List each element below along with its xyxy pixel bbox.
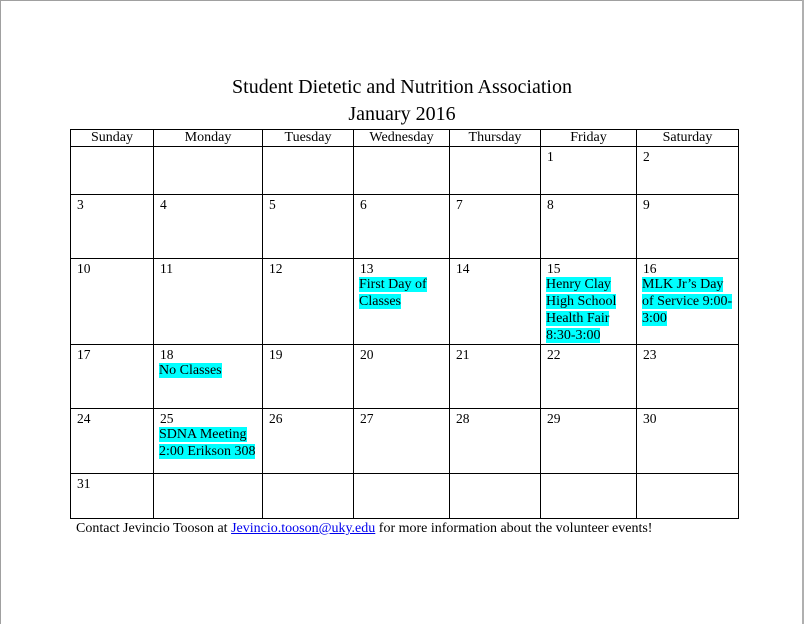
page-edge-top xyxy=(0,0,804,1)
day-cell xyxy=(154,345,263,409)
day-cell xyxy=(154,409,263,474)
day-number: 5 xyxy=(269,197,276,212)
day-cell xyxy=(450,195,541,259)
day-number: 4 xyxy=(160,197,167,212)
day-number: 11 xyxy=(160,261,173,276)
day-cell xyxy=(354,259,450,345)
weekday-header-row xyxy=(71,130,739,147)
contact-email-link[interactable]: Jevincio.tooson@uky.edu xyxy=(231,521,376,536)
day-cell xyxy=(450,409,541,474)
day-cell xyxy=(354,345,450,409)
day-cell xyxy=(263,474,354,519)
day-cell xyxy=(637,147,739,195)
contact-footer xyxy=(76,521,652,537)
day-cell xyxy=(154,147,263,195)
day-number xyxy=(637,474,738,476)
day-cell xyxy=(637,474,739,519)
event-highlight: Henry Clay High School Health Fair 8:30-3:00 xyxy=(546,277,617,343)
weekday-monday: Monday xyxy=(154,130,263,147)
day-cell xyxy=(637,259,739,345)
day-number xyxy=(450,474,540,476)
day-number xyxy=(154,474,262,476)
day-number xyxy=(263,147,353,149)
day-number: 12 xyxy=(269,261,283,276)
day-cell xyxy=(637,345,739,409)
day-cell xyxy=(354,409,450,474)
day-cell xyxy=(541,147,637,195)
day-cell xyxy=(450,259,541,345)
day-number: 21 xyxy=(456,347,470,362)
day-number: 13 xyxy=(360,261,374,276)
day-number: 8 xyxy=(547,197,554,212)
day-cell xyxy=(450,474,541,519)
day-cell xyxy=(263,195,354,259)
weekday-wednesday: Wednesday xyxy=(354,130,450,147)
week-row xyxy=(71,345,739,409)
day-cell xyxy=(541,409,637,474)
day-cell xyxy=(450,345,541,409)
day-cell xyxy=(354,147,450,195)
weekday-tuesday: Tuesday xyxy=(263,130,354,147)
day-number: 29 xyxy=(547,411,561,426)
day-cell xyxy=(71,195,154,259)
day-number: 26 xyxy=(269,411,283,426)
day-cell xyxy=(71,474,154,519)
day-number xyxy=(450,147,540,149)
day-cell xyxy=(71,345,154,409)
weekday-sunday: Sunday xyxy=(71,130,154,147)
document-title: Student Dietetic and Nutrition Association xyxy=(232,76,572,98)
day-number: 14 xyxy=(456,261,470,276)
week-row xyxy=(71,259,739,345)
day-cell xyxy=(71,147,154,195)
weekday-thursday: Thursday xyxy=(450,130,541,147)
day-number: 7 xyxy=(456,197,463,212)
day-cell xyxy=(637,409,739,474)
day-number: 20 xyxy=(360,347,374,362)
weekday-friday: Friday xyxy=(541,130,637,147)
day-number: 23 xyxy=(643,347,657,362)
day-cell xyxy=(354,195,450,259)
footer-text-before: Contact Jevincio Tooson at xyxy=(76,521,232,536)
day-cell xyxy=(263,409,354,474)
day-number: 22 xyxy=(547,347,561,362)
week-row xyxy=(71,147,739,195)
day-cell xyxy=(154,195,263,259)
day-cell xyxy=(71,259,154,345)
day-cell xyxy=(450,147,541,195)
day-number xyxy=(71,147,153,149)
day-cell xyxy=(541,345,637,409)
day-number: 27 xyxy=(360,411,374,426)
day-cell xyxy=(263,147,354,195)
day-cell xyxy=(154,259,263,345)
day-number: 6 xyxy=(360,197,367,212)
event-highlight: SDNA Meeting 2:00 Erikson 308 xyxy=(159,427,256,459)
day-number: 3 xyxy=(77,197,84,212)
day-cell xyxy=(263,345,354,409)
day-number xyxy=(354,474,449,476)
day-number: 17 xyxy=(77,347,91,362)
day-number: 16 xyxy=(643,261,657,276)
day-number: 28 xyxy=(456,411,470,426)
day-cell xyxy=(154,474,263,519)
day-number xyxy=(154,147,262,149)
day-number: 19 xyxy=(269,347,283,362)
day-number xyxy=(263,474,353,476)
day-number xyxy=(541,474,636,476)
day-cell xyxy=(637,195,739,259)
day-number: 31 xyxy=(77,476,91,491)
calendar-table xyxy=(70,129,739,519)
weekday-saturday: Saturday xyxy=(637,130,739,147)
event-highlight: First Day of Classes xyxy=(359,277,427,309)
day-cell xyxy=(541,474,637,519)
week-row xyxy=(71,409,739,474)
day-number: 2 xyxy=(643,149,650,164)
day-number: 30 xyxy=(643,411,657,426)
week-row xyxy=(71,195,739,259)
day-number: 15 xyxy=(547,261,561,276)
day-cell xyxy=(541,259,637,345)
event-highlight: MLK Jr’s Day of Service 9:00-3:00 xyxy=(642,277,733,326)
day-number xyxy=(354,147,449,149)
day-number: 25 xyxy=(160,411,174,426)
day-number: 10 xyxy=(77,261,91,276)
day-number: 1 xyxy=(547,149,554,164)
day-number: 18 xyxy=(160,347,174,362)
week-row xyxy=(71,474,739,519)
day-cell xyxy=(541,195,637,259)
day-cell xyxy=(71,409,154,474)
day-number: 9 xyxy=(643,197,650,212)
month-title: January 2016 xyxy=(348,103,456,125)
day-number: 24 xyxy=(77,411,91,426)
day-cell xyxy=(354,474,450,519)
day-cell xyxy=(263,259,354,345)
footer-text-after: for more information about the volunteer events! xyxy=(375,521,653,536)
event-highlight: No Classes xyxy=(159,363,222,378)
